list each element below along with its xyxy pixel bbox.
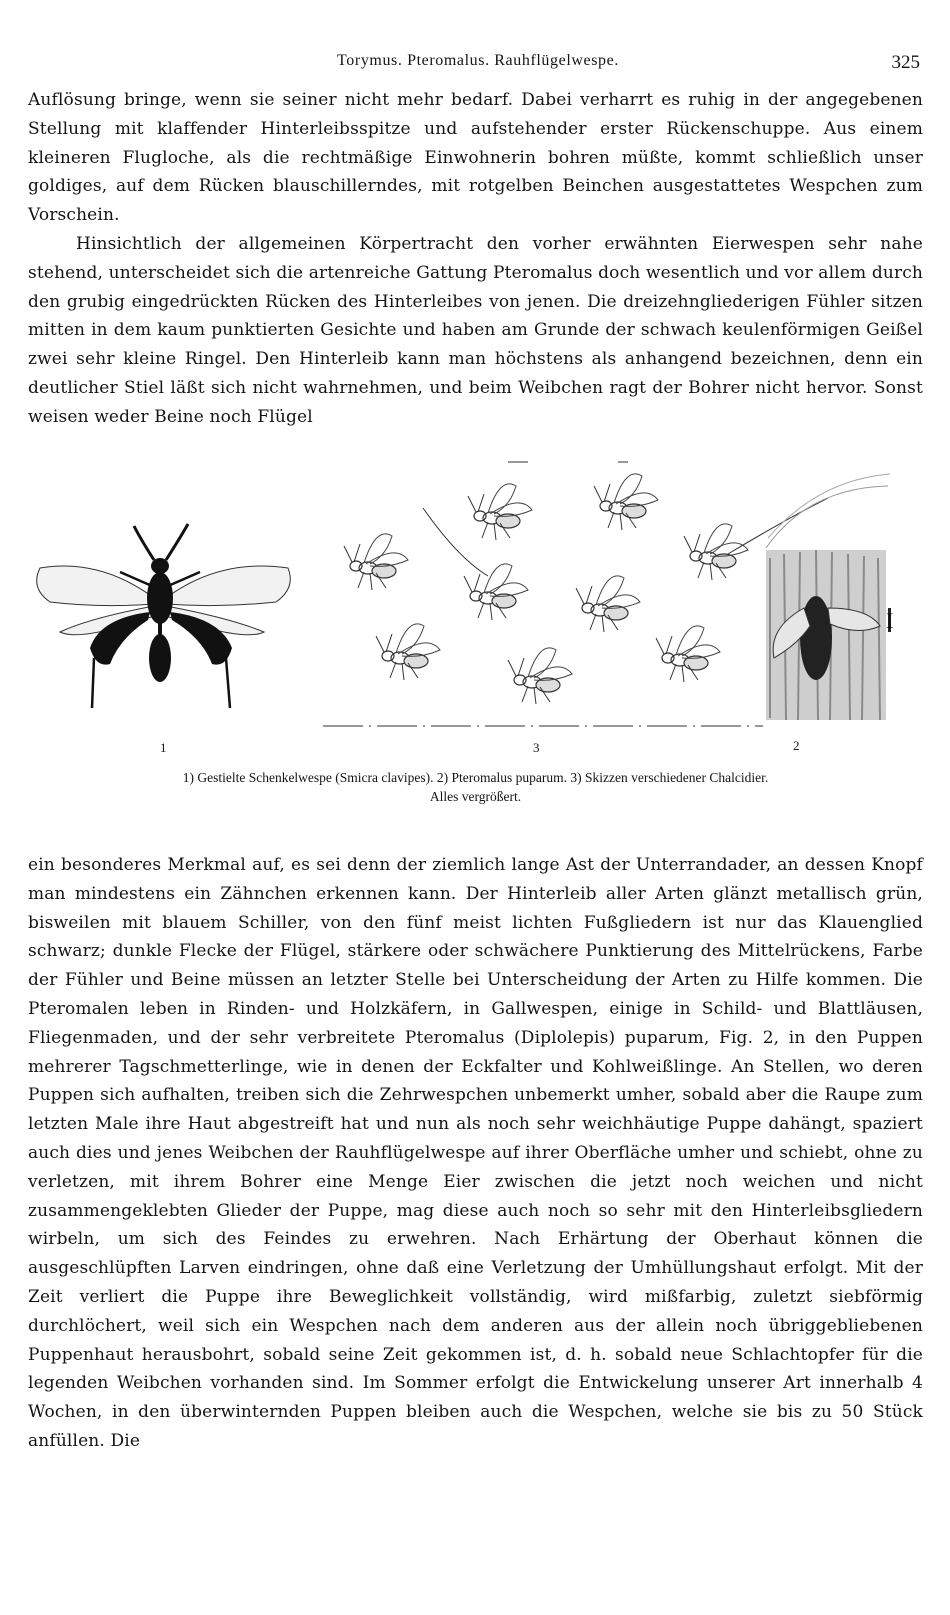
paragraph: ein besonderes Merkmal auf, es sei denn der ziemlich lange Ast der Unterrandader, an dessen Knopf man mindestens ein Zähnchen erkennen kann. Der Hinterleib aller Arten glänzt metallisch grün, bisweilen mit blauem Schiller, von den fünf meist lichten Fußgliedern ist nur das Klauenglied schwarz; dunkle Flecke der Flügel, stärkere oder schwächere Punktierung des Mittelrückens, Farbe der Fühler und Beine müssen an letzter Stelle bei Unterscheidung der Arten zu Hilfe kommen. Die Pteromalen leben in Rinden- und Holzkäfern, in Gallwespen, einige in Schild- und Blattläusen, Fliegenmaden, und der sehr verbreitete Pteromalus (Diplolepis) puparum, Fig. 2, in den Puppen mehrerer Tagschmetterlinge, wie in denen der Eckfalter und Kohlweißlinge. An Stellen, wo deren Puppen sich aufhalten, treiben sich die Zehrwespchen unbemerkt umher, sobald aber die Raupe zum letzten Male ihre Haut abgestreift hat und nun als noch sehr weichhäutige Puppe dahängt, spaziert auch dies und jenes Weibchen der Rauhflügelwespe auf ihrer Oberfläche umher und schiebt, ohne zu verletzen, mit ihrem Bohrer eine Menge Eier zwischen die jetzt noch weichen und nicht zusammengeklebten Glieder der Puppe, mag diese auch noch so sehr mit den Hinterleibsgliedern wirbeln, um sich des Feindes zu erwehren. Nach Erhärtung der Oberhaut können die ausgeschlüpften Larven eindringen, ohne daß eine Verletzung der Umhüllungshaut erfolgt. Mit der Zeit verliert die Puppe ihre Beweglichkeit vollständig, wird mißfarbig, zuletzt siebförmig durchlöchert, weil sich ein Wespchen nach dem anderen aus der allein noch übriggebliebenen Puppenhaut herausbohrt, sobald seine Zeit gekommen ist, d. h. sobald neue Schlachtopfer für die legenden Weibchen vorhanden sind. Im Sommer erfolgt die Entwickelung unserer Art innerhalb 4 Wochen, in den überwinternden Puppen bleiben auch die Wespchen, welche sie bis zu 50 Stück anfüllen. Die <box>28 855 923 1451</box>
fig-label-3: 3 <box>533 740 540 755</box>
paragraph: Auflösung bringe, wenn sie seiner nicht mehr bedarf. Dabei verharrt es ruhig in der angegebenen Stellung mit klaffender Hinterleibsspitze und aufstehender erster Rückenschuppe. Aus einem kleineren Flugloche, als die rechtmäßige Einwohnerin bohren müßte, kommt schließlich unser goldiges, auf dem Rücken blauschillerndes, mit rotgelben Beinchen ausgestattetes Wespchen zum Vorschein. <box>28 90 923 226</box>
fig1-smicra-clavipes <box>37 524 291 708</box>
text-block-bottom <box>28 851 923 1456</box>
fig-label-1: 1 <box>160 740 167 755</box>
caption-line-2: Alles vergrößert. <box>429 789 522 804</box>
header-title: Torymus. Pteromalus. Rauhflügelwespe. <box>337 52 619 69</box>
figure-wasps <box>28 458 923 758</box>
fig-label-scale: I <box>886 608 894 633</box>
fig-label-2: 2 <box>793 738 800 753</box>
wasp-illustration <box>28 458 923 758</box>
figure-caption <box>28 768 923 806</box>
page-number: 325 <box>891 52 920 73</box>
running-header <box>28 48 920 78</box>
paragraph: Hinsichtlich der allgemeinen Körpertracht den vorher erwähnten Eierwespen sehr nahe stehend, unterscheidet sich die artenreiche Gattung Pteromalus doch wesentlich und vor allem durch den grubig eingedrückten Rücken des Hinterleibes von jenen. Die dreizehngliederigen Fühler sitzen mitten in dem kaum punktierten Gesichte und haben am Grunde der schwach keulenförmigen Geißel zwei sehr kleine Ringel. Den Hinterleib kann man höchstens als anhangend bezeichnen, denn ein deutlicher Stiel läßt sich nicht wahrnehmen, und beim Weibchen ragt der Bohrer nicht hervor. Sonst weisen weder Beine noch Flügel <box>28 233 923 427</box>
text-block-top <box>28 86 923 432</box>
fig2-pteromalus-puparum <box>766 474 894 720</box>
fig3-chalcidier-sketches <box>323 462 828 726</box>
caption-line-1: 1) Gestielte Schenkelwespe (Smicra clavipes). 2) Pteromalus puparum. 3) Skizzen verschiedener Chalcidier. <box>182 770 769 785</box>
